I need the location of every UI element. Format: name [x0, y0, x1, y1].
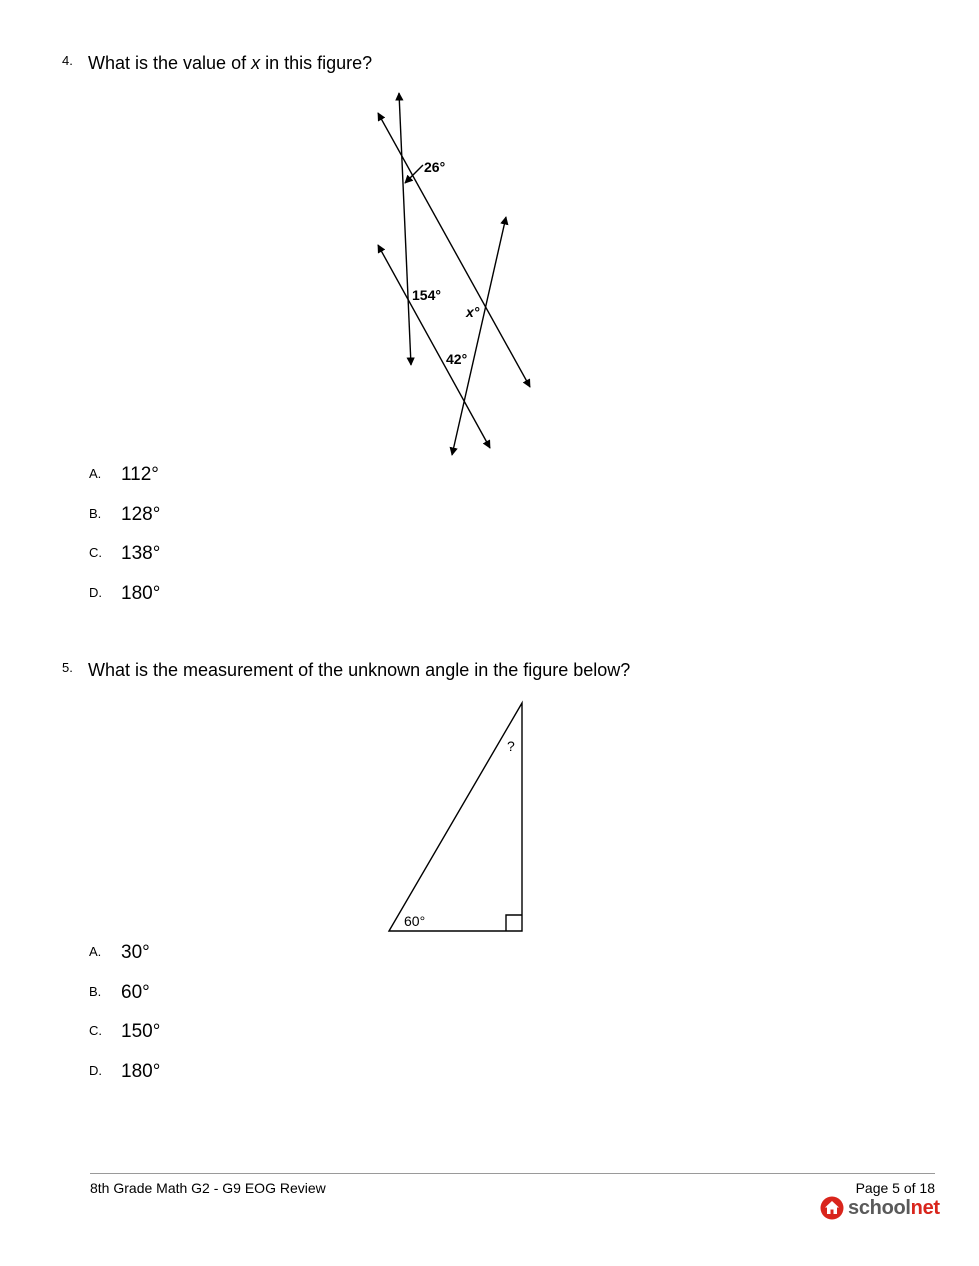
choice-c-text: 138°	[121, 543, 161, 564]
unknown-angle-label: ?	[507, 738, 515, 754]
footer-title: 8th Grade Math G2 - G9 EOG Review	[90, 1180, 326, 1196]
choice-c-text: 150°	[121, 1021, 161, 1042]
question-text: What is the measurement of the unknown angle in the figure below?	[88, 660, 631, 680]
choice-c-letter: C.	[89, 545, 102, 560]
question-text	[88, 53, 372, 74]
angle-label-42: 42°	[446, 351, 468, 367]
house-icon	[820, 1196, 844, 1220]
parallel-line-lower	[378, 245, 490, 448]
choice-a-letter: A.	[89, 466, 102, 481]
logo-wordmark	[848, 1197, 940, 1220]
footer-divider	[90, 1173, 935, 1174]
question-number: 4.	[62, 53, 73, 68]
choice-b-letter: B.	[89, 984, 102, 999]
right-angle-marker	[506, 915, 522, 931]
question-text-part: What is the value of	[88, 53, 252, 73]
choice-d-letter: D.	[89, 1063, 102, 1078]
choice-a-letter: A.	[89, 944, 102, 959]
logo-text-net: net	[910, 1196, 940, 1219]
angle-label-154: 154°	[412, 287, 441, 303]
question-number: 5.	[62, 660, 73, 675]
choice-d-letter: D.	[89, 585, 102, 600]
choice-c-letter: C.	[89, 1023, 102, 1038]
choice-d-text: 180°	[121, 583, 161, 604]
choice-b-letter: B.	[89, 506, 102, 521]
question-variable: x	[251, 53, 261, 73]
angle-label-26: 26°	[424, 159, 446, 175]
parallel-lines-figure	[360, 85, 550, 460]
choice-b-text: 60°	[121, 982, 150, 1003]
angle-label-x: x°	[466, 304, 480, 320]
transversal-line-vertical	[399, 93, 411, 365]
angle-label-60: 60°	[404, 913, 426, 929]
choice-a-text: 30°	[121, 942, 150, 963]
logo-text-school: school	[848, 1196, 911, 1219]
page-indicator: Page 5 of 18	[855, 1180, 935, 1196]
right-triangle-figure	[380, 695, 530, 940]
parallel-line-upper	[378, 113, 530, 387]
transversal-line-slanted	[452, 217, 506, 455]
schoolnet-logo	[820, 1195, 940, 1221]
triangle-outline	[389, 703, 522, 931]
choice-d-text: 180°	[121, 1061, 161, 1082]
choice-a-text: 112°	[121, 464, 159, 485]
choice-b-text: 128°	[121, 504, 161, 525]
question-text-part: in this figure?	[260, 53, 373, 73]
